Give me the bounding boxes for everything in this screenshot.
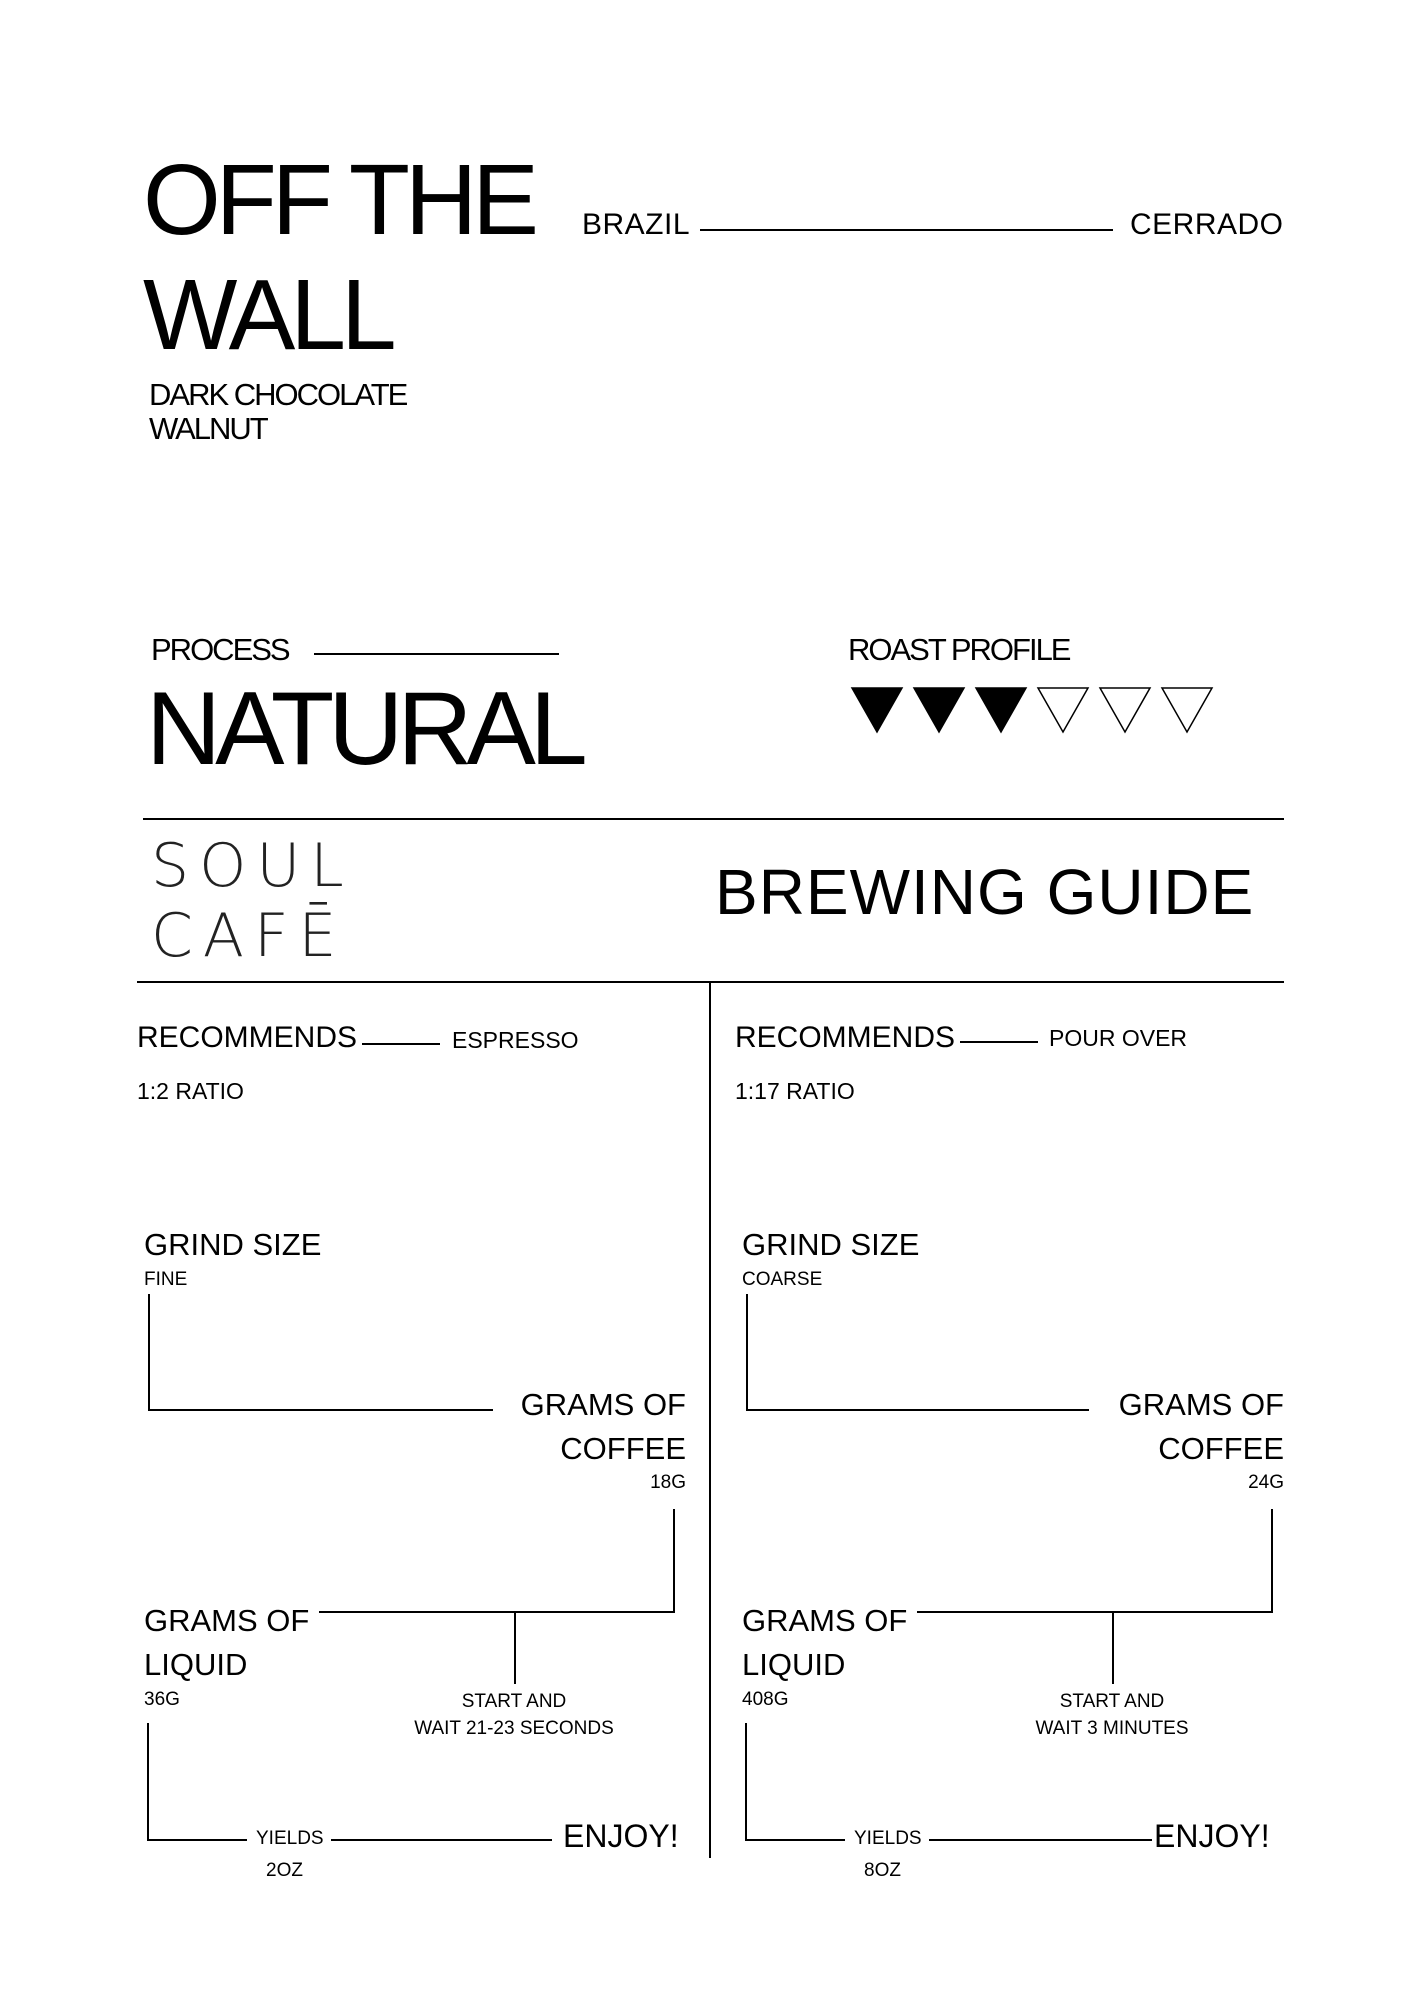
espresso-liquid-label-1: GRAMS OF <box>144 1603 310 1638</box>
espresso-flow-line <box>331 1839 552 1841</box>
pourover-flow-line <box>1112 1611 1114 1684</box>
pourover-start-note-2: WAIT 3 MINUTES <box>1035 1718 1189 1739</box>
process-label: PROCESS <box>151 632 289 667</box>
roast-level-indicator <box>850 686 1222 736</box>
espresso-yields-value: 2OZ <box>266 1860 303 1881</box>
pourover-flow-line <box>1271 1509 1273 1613</box>
pourover-flow-line <box>745 1723 747 1841</box>
pourover-liquid-label-1: GRAMS OF <box>742 1603 908 1638</box>
process-divider <box>314 653 559 655</box>
coffee-name-line2: WALL <box>143 259 392 371</box>
brand-logo-line2: CAFĒ <box>151 901 347 971</box>
espresso-recommends-line <box>362 1043 440 1045</box>
espresso-flow-line <box>319 1611 675 1613</box>
pourover-grind-label: GRIND SIZE <box>742 1227 920 1262</box>
espresso-start-note-1: START AND <box>461 1691 567 1712</box>
espresso-enjoy: ENJOY! <box>563 1818 679 1854</box>
pourover-liquid-label-2: LIQUID <box>742 1647 846 1682</box>
brewing-guide-title: BREWING GUIDE <box>715 856 1255 928</box>
espresso-flow-line <box>147 1839 247 1841</box>
pourover-yields-value: 8OZ <box>864 1860 901 1881</box>
pourover-ratio: 1:17 RATIO <box>735 1078 855 1104</box>
pourover-recommends-line <box>960 1041 1038 1043</box>
espresso-liquid-label-2: LIQUID <box>144 1647 248 1682</box>
pourover-grind-value: COARSE <box>742 1269 823 1290</box>
espresso-coffee-value: 18G <box>650 1472 686 1493</box>
origin-country: BRAZIL <box>582 208 691 241</box>
espresso-liquid-value: 36G <box>144 1689 180 1710</box>
pourover-flow-line <box>746 1409 1089 1411</box>
brand-logo-line1: SOUL <box>151 831 354 901</box>
espresso-flow-line <box>673 1509 675 1613</box>
roast-level-empty-triangle-icon <box>1162 688 1212 732</box>
espresso-flow-line <box>147 1723 149 1841</box>
espresso-ratio: 1:2 RATIO <box>137 1078 244 1104</box>
pourover-flow-line <box>745 1839 845 1841</box>
pourover-recommends-label: RECOMMENDS <box>735 1021 956 1054</box>
espresso-flow-line <box>514 1611 516 1684</box>
process-value: NATURAL <box>146 671 582 787</box>
pourover-enjoy: ENJOY! <box>1154 1818 1270 1854</box>
tasting-notes-line1: DARK CHOCOLATE <box>149 377 407 412</box>
column-divider <box>709 981 711 1858</box>
pourover-start-note-1: START AND <box>1059 1691 1165 1712</box>
espresso-recommends-label: RECOMMENDS <box>137 1021 358 1054</box>
pourover-flow-line <box>929 1839 1152 1841</box>
pourover-flow-line <box>746 1294 748 1411</box>
roast-level-empty-triangle-icon <box>1038 688 1088 732</box>
roast-level-filled-triangle-icon <box>852 688 902 732</box>
espresso-flow-line <box>148 1409 493 1411</box>
espresso-flow-line <box>148 1294 150 1411</box>
pourover-yields-label: YIELDS <box>854 1828 922 1849</box>
espresso-coffee-label-1: GRAMS OF <box>520 1387 686 1422</box>
espresso-method: ESPRESSO <box>452 1027 579 1053</box>
espresso-grind-label: GRIND SIZE <box>144 1227 322 1262</box>
roast-profile-label: ROAST PROFILE <box>848 632 1070 667</box>
roast-level-filled-triangle-icon <box>976 688 1026 732</box>
espresso-grind-value: FINE <box>144 1269 188 1290</box>
origin-region: CERRADO <box>1130 208 1284 241</box>
tasting-notes-line2: WALNUT <box>149 411 267 446</box>
pourover-coffee-label-2: COFFEE <box>1158 1431 1284 1466</box>
pourover-method: POUR OVER <box>1049 1025 1188 1051</box>
pourover-coffee-label-1: GRAMS OF <box>1118 1387 1284 1422</box>
pourover-flow-line <box>917 1611 1273 1613</box>
espresso-coffee-label-2: COFFEE <box>560 1431 686 1466</box>
roast-level-empty-triangle-icon <box>1100 688 1150 732</box>
pourover-liquid-value: 408G <box>742 1689 789 1710</box>
espresso-start-note-2: WAIT 21-23 SECONDS <box>414 1718 614 1739</box>
origin-divider <box>700 229 1113 231</box>
roast-scale-svg <box>850 686 1222 736</box>
coffee-name-line1: OFF THE <box>143 144 534 256</box>
top-divider <box>143 818 1284 820</box>
pourover-coffee-value: 24G <box>1248 1472 1284 1493</box>
roast-level-filled-triangle-icon <box>914 688 964 732</box>
espresso-yields-label: YIELDS <box>256 1828 324 1849</box>
